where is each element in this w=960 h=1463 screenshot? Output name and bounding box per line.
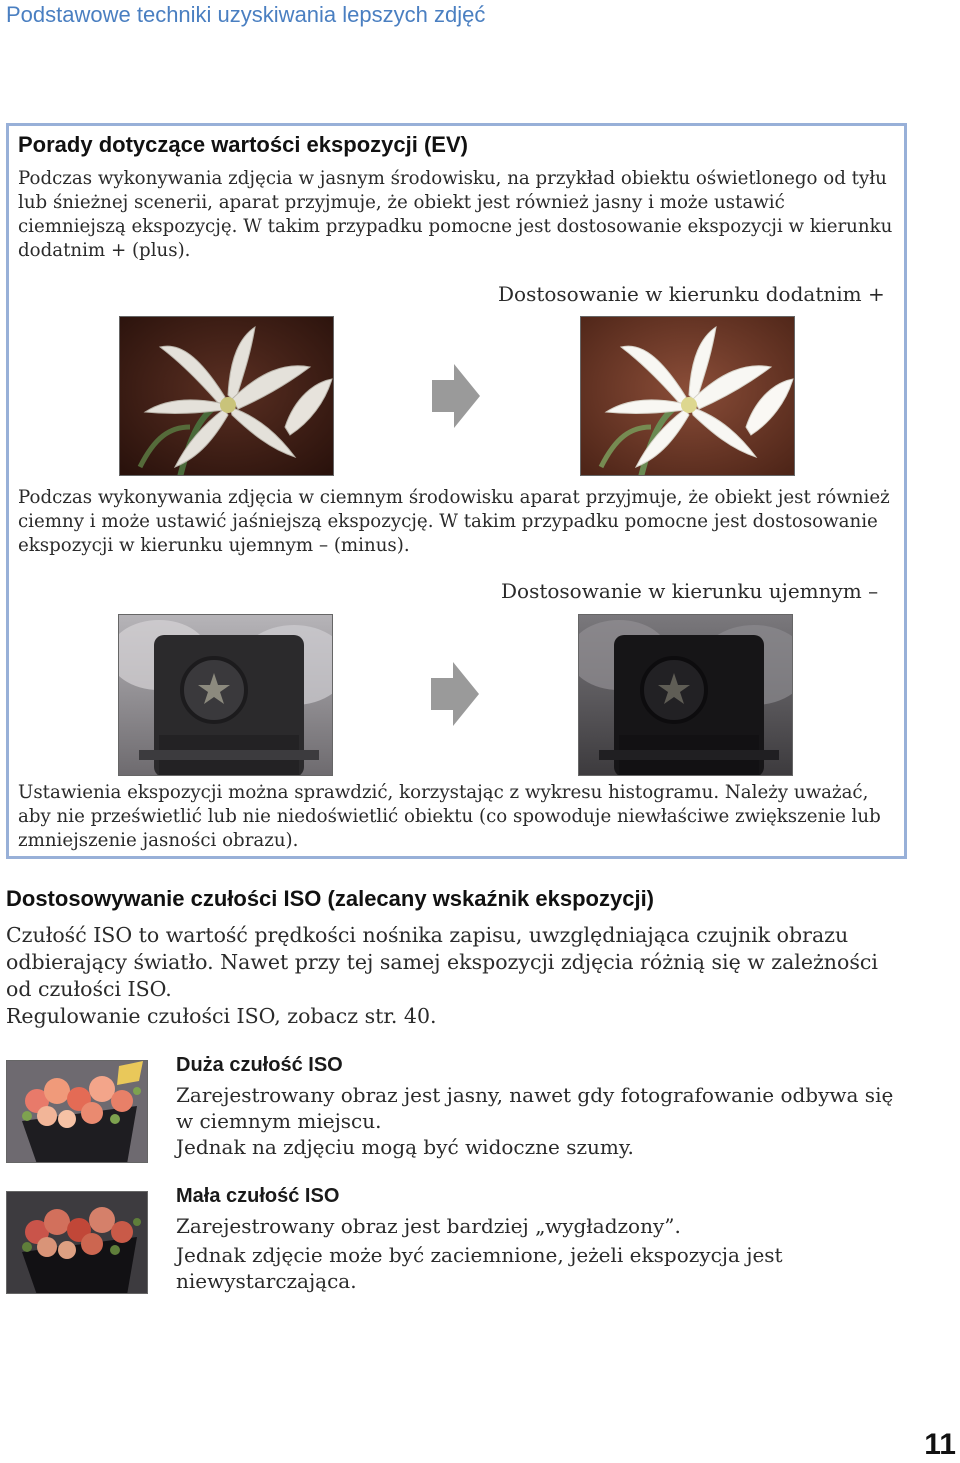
locomotive-dark-image bbox=[579, 615, 793, 776]
ev-tip-paragraph-histogram: Ustawienia ekspozycji można sprawdzić, korzystając z wykresu histogramu. Należy uważać, aby nie prześwietlić lub nie niedoświetlić obiektu (co spowoduje niewłaściwe zwiększenie lub zmniejszenie jasności obrazu). bbox=[18, 782, 881, 851]
low-iso-title: Mała czułość ISO bbox=[176, 1185, 340, 1207]
caption-minus-adjustment: Dostosowanie w kierunku ujemnym – bbox=[501, 579, 879, 603]
iso-section-page-reference: Regulowanie czułości ISO, zobacz str. 40. bbox=[6, 1004, 437, 1028]
iso-section-title: Dostosowywanie czułości ISO (zalecany wskaźnik ekspozycji) bbox=[6, 886, 655, 911]
flowers-photo-high-iso bbox=[6, 1060, 148, 1163]
flower-bouquet-image bbox=[7, 1061, 148, 1163]
high-iso-note: Jednak na zdjęciu mogą być widoczne szumy. bbox=[176, 1135, 634, 1159]
high-iso-description: Zarejestrowany obraz jest jasny, nawet gdy fotografowanie odbywa się w ciemnym miejscu. bbox=[176, 1083, 894, 1133]
page-number: 11 bbox=[924, 1428, 956, 1461]
locomotive-photo-after bbox=[578, 614, 793, 776]
locomotive-image bbox=[119, 615, 333, 776]
flower-bouquet-dark-image bbox=[7, 1192, 148, 1294]
high-iso-title: Duża czułość ISO bbox=[176, 1054, 343, 1076]
lily-photo-before bbox=[119, 316, 334, 476]
lily-flower-image bbox=[120, 317, 334, 476]
flowers-photo-low-iso bbox=[6, 1191, 148, 1294]
ev-tip-paragraph-bright: Podczas wykonywania zdjęcia w jasnym środowisku, na przykład obiektu oświetlonego od tyłu lub śnieżnej scenerii, aparat przyjmuje, że obiekt jest również jasny i może ustawić ciemniejszą ekspozycję. W takim przypadku pomocne jest dostosowanie ekspozycji w kierunku dodatnim + (plus). bbox=[18, 168, 893, 261]
ev-tip-paragraph-dark: Podczas wykonywania zdjęcia w ciemnym środowisku aparat przyjmuje, że obiekt jest również ciemny i może ustawić jaśniejszą ekspozycję. W takim przypadku pomocne jest dostosowanie ekspozycji w kierunku ujemnym – (minus). bbox=[18, 487, 890, 556]
caption-plus-adjustment: Dostosowanie w kierunku dodatnim + bbox=[498, 282, 885, 306]
page-header-title: Podstawowe techniki uzyskiwania lepszych zdjęć bbox=[6, 2, 486, 27]
locomotive-photo-before bbox=[118, 614, 333, 776]
lily-flower-bright-image bbox=[581, 317, 795, 476]
ev-tip-title: Porady dotyczące wartości ekspozycji (EV) bbox=[18, 132, 468, 157]
lily-photo-after bbox=[580, 316, 795, 476]
right-arrow-icon bbox=[431, 662, 481, 726]
iso-section-paragraph: Czułość ISO to wartość prędkości nośnika zapisu, uwzględniająca czujnik obrazu odbierający światło. Nawet przy tej samej ekspozycji zdjęcia różnią się w zależności od czułości ISO. bbox=[6, 923, 878, 1001]
low-iso-description: Zarejestrowany obraz jest bardziej „wygładzony”. bbox=[176, 1214, 681, 1238]
low-iso-note: Jednak zdjęcie może być zaciemnione, jeżeli ekspozycja jest niewystarczająca. bbox=[176, 1243, 783, 1293]
right-arrow-icon bbox=[432, 364, 482, 428]
